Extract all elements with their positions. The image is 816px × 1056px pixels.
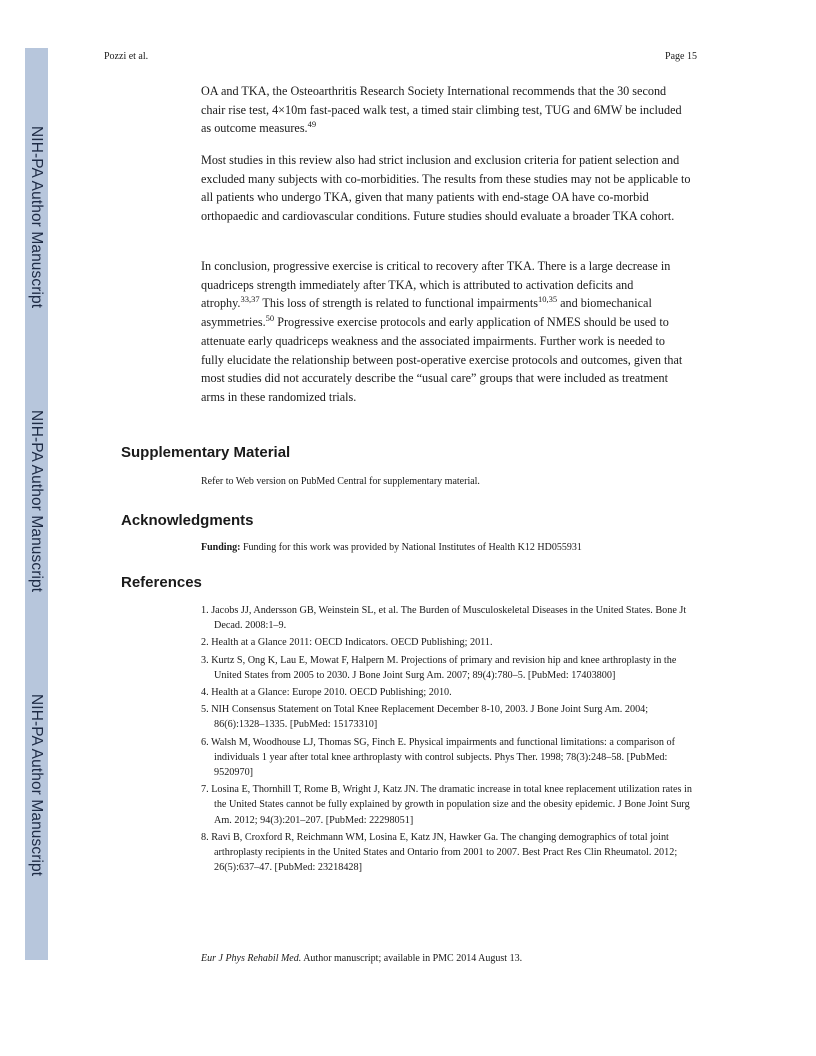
journal-name: Eur J Phys Rehabil Med.: [201, 953, 302, 964]
reference-item: 1. Jacobs JJ, Andersson GB, Weinstein SL, et al. The Burden of Musculoskeletal Diseases in the United States. Bone Jt Decad. 2008:1–9.: [201, 605, 687, 632]
paragraph-outcome-measures: OA and TKA, the Osteoarthritis Research Society International recommends that the 30 second chair rise test, 4×10m fast-paced walk test, a timed stair climbing test, TUG and 6MW be included as outcome measures.$^{49}$: [201, 84, 682, 136]
reference-item: 4. Health at a Glance: Europe 2010. OECD Publishing; 2010.: [201, 687, 452, 699]
citation[interactable]: 33,37: [240, 294, 260, 305]
reference-item: 5. NIH Consensus Statement on Total Knee Replacement December 8-10, 2003. J Bone Joint Surg Am. 2004; 86(6):1328–1335. [PubMed: 15173310]: [201, 704, 649, 731]
sidebar-label-bottom: NIH-PA Author Manuscript: [28, 694, 45, 877]
supplementary-text: Refer to Web version on PubMed Central for supplementary material.: [201, 476, 480, 487]
supplementary-heading: Supplementary Material: [121, 444, 291, 461]
citation[interactable]: 50: [265, 313, 275, 324]
funding-statement: Funding: Funding for this work was provided by National Institutes of Health K12 HD055931: [201, 542, 582, 553]
citation[interactable]: 49: [307, 119, 317, 130]
reference-item: 3. Kurtz S, Ong K, Lau E, Mowat F, Halpern M. Projections of primary and revision hip and knee arthroplasty in the United States from 2005 to 2030. J Bone Joint Surg Am. 2007; 89(4):780–5. [PubMed: 17403800]: [201, 654, 677, 681]
page-number: Page 15: [665, 51, 697, 62]
funding-label: Funding:: [201, 542, 241, 553]
sidebar-label-top: NIH-PA Author Manuscript: [28, 126, 45, 309]
references-heading: References: [121, 574, 202, 591]
running-header-author: Pozzi et al.: [104, 51, 149, 62]
reference-list: [201, 603, 693, 877]
sidebar-label-middle: NIH-PA Author Manuscript: [28, 410, 45, 593]
paragraph-limitations: Most studies in this review also had strict inclusion and exclusion criteria for patient selection and excluded many subjects with co-morbidities. The results from these studies may not be applicable to all patients who undergo TKA, given that many patients with end-stage OA have co-morbid orthopaedic and cardiovascular conditions. Future studies should evaluate a broader TKA cohort.: [201, 153, 691, 224]
reference-item: 6. Walsh M, Woodhouse LJ, Thomas SG, Finch E. Physical impairments and functional limitations: a comparison of individuals 1 year after total knee arthroplasty with control subjects. Phys Ther. 1998; 78(3):248–58. [PubMed: 9520970]: [201, 736, 676, 779]
citation[interactable]: 10,35: [537, 294, 558, 305]
footer-citation: Eur J Phys Rehabil Med. Author manuscript; available in PMC 2014 August 13.: [201, 953, 523, 964]
acknowledgments-heading: Acknowledgments: [121, 512, 254, 529]
reference-item: 7. Losina E, Thornhill T, Rome B, Wright J, Katz JN. The dramatic increase in total knee replacement utilization rates in the United States cannot be fully explained by growth in population size and the obesity epidemic. J Bone Joint Surg Am. 2012; 94(3):201–207. [PubMed: 22298051]: [201, 784, 692, 826]
paragraph-conclusion: In conclusion, progressive exercise is critical to recovery after TKA. There is a large decrease in quadriceps strength immediately after TKA, which is attributed to activation deficits and atrophy.$^{33,37}$ This loss of strength is related to functional impairments$^{10,35}$ and biomechanical asymmetries.$^{50}$ Progressive exercise protocols and early application of NMES should be used to attenuate early quadriceps weakness and the associated impairments. Further work is needed to fully elucidate the relationship between post-operative exercise protocols and outcomes, given that most studies did not accurately describe the “usual care” groups that were included as treatment arms in these randomized trials.: [201, 259, 683, 404]
reference-item: 2. Health at a Glance 2011: OECD Indicators. OECD Publishing; 2011.: [201, 637, 493, 649]
reference-item: 8. Ravi B, Croxford R, Reichmann WM, Losina E, Katz JN, Hawker Ga. The changing demographics of total joint arthroplasty recipients in the United States and Ontario from 2001 to 2007. Best Pract Res Clin Rheumatol. 2012; 26(5):637–47. [PubMed: 23218428]: [201, 831, 678, 874]
